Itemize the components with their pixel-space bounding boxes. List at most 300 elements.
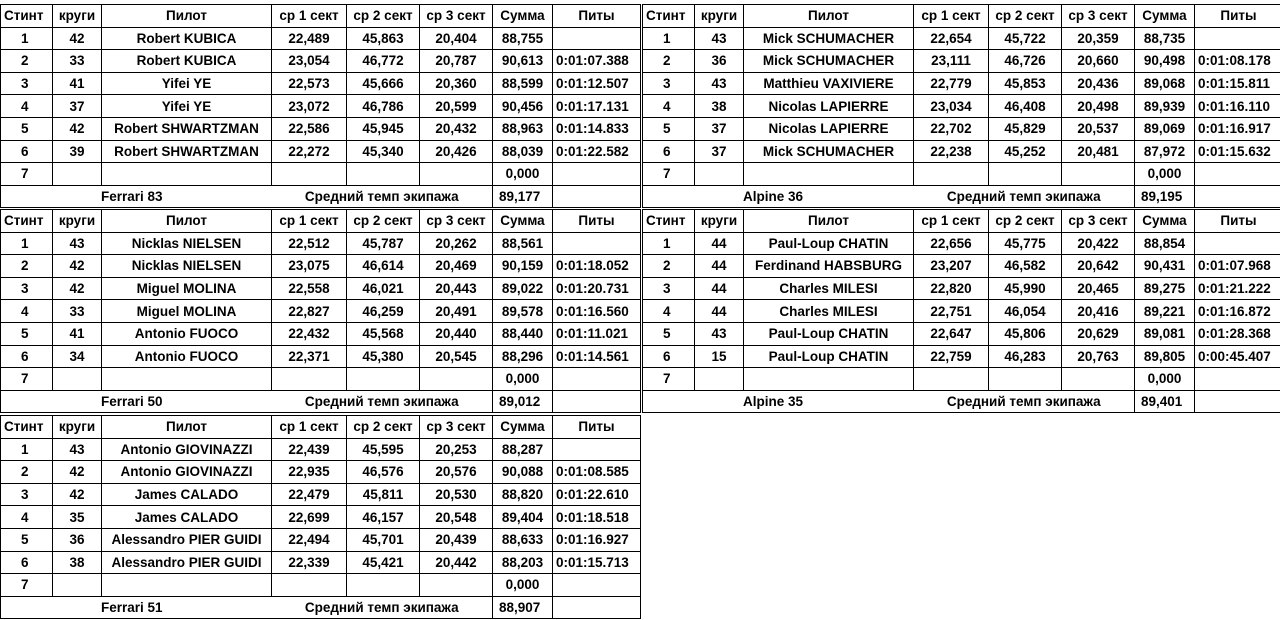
table-row (1, 72, 641, 95)
laps-cell: 38 (53, 551, 102, 574)
header-laps: круги (53, 210, 102, 233)
avg-pace-value: 89,012 (493, 390, 553, 413)
sector3-cell: 20,253 (420, 438, 493, 461)
driver-cell: Yifei YE (102, 72, 272, 95)
team-name: Ferrari 51 (1, 596, 272, 619)
team-name: Alpine 35 (643, 390, 914, 413)
sector1-cell (272, 163, 347, 186)
pit-cell: 0:01:16.110 (1195, 95, 1280, 118)
total-cell: 0,000 (1135, 368, 1195, 391)
total-cell: 90,498 (1135, 50, 1195, 73)
laps-cell: 43 (695, 322, 744, 345)
sector1-cell: 22,935 (272, 461, 347, 484)
table-row (1, 551, 641, 574)
stint-table (0, 209, 641, 413)
header-sector3: ср 3 сект (420, 5, 493, 28)
header-pits: Питы (1195, 210, 1280, 233)
sector1-cell: 22,489 (272, 27, 347, 50)
sector3-cell: 20,443 (420, 277, 493, 300)
sector1-cell: 22,558 (272, 277, 347, 300)
pit-cell: 0:01:16.872 (1195, 300, 1280, 323)
driver-cell: Mick SCHUMACHER (744, 140, 914, 163)
pit-cell (553, 163, 641, 186)
header-stint: Стинт (1, 416, 53, 439)
laps-cell: 43 (695, 27, 744, 50)
sector2-cell: 45,666 (347, 72, 420, 95)
summary-empty-cell (553, 390, 641, 413)
sector1-cell (272, 574, 347, 597)
header-sector3: ср 3 сект (1062, 5, 1135, 28)
header-driver: Пилот (744, 210, 914, 233)
header-pits: Питы (1195, 5, 1280, 28)
driver-cell: Alessandro PIER GUIDI (102, 528, 272, 551)
sector1-cell: 23,034 (914, 95, 989, 118)
pit-cell: 0:01:14.833 (553, 117, 641, 140)
stint-cell: 2 (643, 255, 695, 278)
stint-table (0, 415, 641, 619)
sector1-cell: 22,339 (272, 551, 347, 574)
stint-table (0, 4, 641, 208)
table-row (1, 368, 641, 391)
driver-cell (744, 368, 914, 391)
team-stint-table (0, 4, 640, 209)
stint-cell: 1 (1, 232, 53, 255)
table-row (1, 140, 641, 163)
sector2-cell: 46,283 (989, 345, 1062, 368)
total-cell: 0,000 (493, 163, 553, 186)
stint-cell: 7 (643, 163, 695, 186)
pit-cell (553, 368, 641, 391)
stint-cell: 7 (1, 163, 53, 186)
laps-cell: 36 (695, 50, 744, 73)
table-row (1, 461, 641, 484)
driver-cell: Ferdinand HABSBURG (744, 255, 914, 278)
total-cell: 90,613 (493, 50, 553, 73)
sector3-cell: 20,436 (1062, 72, 1135, 95)
avg-pace-label: Средний темп экипажа (272, 596, 493, 619)
table-row (1, 483, 641, 506)
driver-cell: Robert SHWARTZMAN (102, 140, 272, 163)
header-laps: круги (695, 210, 744, 233)
driver-cell: Nicolas LAPIERRE (744, 95, 914, 118)
sector3-cell: 20,642 (1062, 255, 1135, 278)
pit-cell: 0:01:07.968 (1195, 255, 1280, 278)
sector2-cell: 45,722 (989, 27, 1062, 50)
table-row (643, 50, 1280, 73)
sector2-cell: 45,787 (347, 232, 420, 255)
sector1-cell: 22,573 (272, 72, 347, 95)
stint-cell: 5 (643, 117, 695, 140)
driver-cell: James CALADO (102, 483, 272, 506)
pit-cell: 0:01:08.178 (1195, 50, 1280, 73)
driver-cell: Nicklas NIELSEN (102, 232, 272, 255)
header-sector3: ср 3 сект (420, 210, 493, 233)
table-row (1, 300, 641, 323)
pit-cell: 0:01:28.368 (1195, 322, 1280, 345)
total-cell: 88,287 (493, 438, 553, 461)
driver-cell: Charles MILESI (744, 277, 914, 300)
driver-cell: James CALADO (102, 506, 272, 529)
total-cell: 88,963 (493, 117, 553, 140)
sector1-cell: 22,702 (914, 117, 989, 140)
total-cell: 90,159 (493, 255, 553, 278)
laps-cell: 42 (53, 277, 102, 300)
sector3-cell: 20,763 (1062, 345, 1135, 368)
table-row (1, 50, 641, 73)
sector1-cell: 22,512 (272, 232, 347, 255)
table-row (643, 140, 1280, 163)
stint-cell: 2 (643, 50, 695, 73)
driver-cell: Mick SCHUMACHER (744, 27, 914, 50)
laps-cell: 34 (53, 345, 102, 368)
total-cell: 88,440 (493, 322, 553, 345)
sector2-cell (347, 368, 420, 391)
total-cell: 90,088 (493, 461, 553, 484)
stint-cell: 6 (643, 345, 695, 368)
sector3-cell: 20,537 (1062, 117, 1135, 140)
header-sector2: ср 2 сект (347, 210, 420, 233)
sector2-cell: 46,576 (347, 461, 420, 484)
total-cell: 89,081 (1135, 322, 1195, 345)
header-row (1, 5, 641, 28)
header-pits: Питы (553, 5, 641, 28)
laps-cell: 37 (53, 95, 102, 118)
header-total: Сумма (493, 210, 553, 233)
sector3-cell: 20,548 (420, 506, 493, 529)
pit-cell: 0:01:18.518 (553, 506, 641, 529)
avg-pace-label: Средний темп экипажа (914, 390, 1135, 413)
driver-cell: Yifei YE (102, 95, 272, 118)
driver-cell: Antonio FUOCO (102, 322, 272, 345)
driver-cell (102, 163, 272, 186)
total-cell: 90,456 (493, 95, 553, 118)
laps-cell: 42 (53, 27, 102, 50)
pit-cell (553, 574, 641, 597)
table-row (1, 232, 641, 255)
table-row (643, 232, 1280, 255)
header-total: Сумма (1135, 5, 1195, 28)
stint-cell: 5 (643, 322, 695, 345)
avg-pace-label: Средний темп экипажа (272, 390, 493, 413)
pit-cell (553, 232, 641, 255)
sector2-cell: 45,421 (347, 551, 420, 574)
sector3-cell: 20,440 (420, 322, 493, 345)
team-summary-row (1, 596, 641, 619)
laps-cell: 42 (53, 483, 102, 506)
pit-cell: 0:01:15.713 (553, 551, 641, 574)
stint-cell: 7 (643, 368, 695, 391)
team-summary-row (1, 390, 641, 413)
sector1-cell (914, 163, 989, 186)
sector3-cell: 20,442 (420, 551, 493, 574)
table-row (643, 368, 1280, 391)
laps-cell: 43 (53, 232, 102, 255)
laps-cell (53, 368, 102, 391)
total-cell: 88,203 (493, 551, 553, 574)
pit-cell (1195, 163, 1280, 186)
total-cell: 89,404 (493, 506, 553, 529)
laps-cell: 33 (53, 300, 102, 323)
pit-cell: 0:01:12.507 (553, 72, 641, 95)
total-cell: 0,000 (493, 574, 553, 597)
sector2-cell: 45,595 (347, 438, 420, 461)
sector1-cell: 22,699 (272, 506, 347, 529)
total-cell: 89,068 (1135, 72, 1195, 95)
sector1-cell: 22,820 (914, 277, 989, 300)
sector3-cell: 20,359 (1062, 27, 1135, 50)
header-total: Сумма (1135, 210, 1195, 233)
table-row (1, 277, 641, 300)
sector2-cell: 46,582 (989, 255, 1062, 278)
sector1-cell: 23,111 (914, 50, 989, 73)
total-cell: 88,599 (493, 72, 553, 95)
sector1-cell: 22,494 (272, 528, 347, 551)
pit-cell: 0:01:07.388 (553, 50, 641, 73)
laps-cell: 44 (695, 232, 744, 255)
laps-cell (53, 163, 102, 186)
header-row (1, 210, 641, 233)
stint-cell: 1 (643, 232, 695, 255)
driver-cell: Robert SHWARTZMAN (102, 117, 272, 140)
sector3-cell: 20,439 (420, 528, 493, 551)
header-sector2: ср 2 сект (989, 210, 1062, 233)
team-stint-table (0, 415, 640, 620)
sector2-cell: 46,726 (989, 50, 1062, 73)
sector1-cell: 22,779 (914, 72, 989, 95)
driver-cell: Paul-Loup CHATIN (744, 322, 914, 345)
sector1-cell: 22,439 (272, 438, 347, 461)
sector1-cell: 22,647 (914, 322, 989, 345)
pit-cell: 0:01:15.632 (1195, 140, 1280, 163)
team-summary-row (643, 185, 1280, 208)
header-stint: Стинт (643, 5, 695, 28)
stint-cell: 2 (1, 461, 53, 484)
pit-cell: 0:01:08.585 (553, 461, 641, 484)
pit-cell: 0:01:21.222 (1195, 277, 1280, 300)
laps-cell: 42 (53, 461, 102, 484)
header-sector1: ср 1 сект (272, 210, 347, 233)
table-row (1, 322, 641, 345)
sector3-cell: 20,465 (1062, 277, 1135, 300)
driver-cell: Paul-Loup CHATIN (744, 345, 914, 368)
driver-cell: Robert KUBICA (102, 50, 272, 73)
summary-empty-cell (1195, 390, 1280, 413)
total-cell: 90,431 (1135, 255, 1195, 278)
header-stint: Стинт (1, 210, 53, 233)
laps-cell: 38 (695, 95, 744, 118)
sector3-cell: 20,481 (1062, 140, 1135, 163)
laps-cell: 33 (53, 50, 102, 73)
avg-pace-label: Средний темп экипажа (914, 185, 1135, 208)
sector1-cell: 22,371 (272, 345, 347, 368)
header-sector1: ср 1 сект (914, 210, 989, 233)
stint-cell: 2 (1, 50, 53, 73)
sector3-cell: 20,629 (1062, 322, 1135, 345)
table-row (643, 322, 1280, 345)
sector2-cell: 46,786 (347, 95, 420, 118)
total-cell: 89,275 (1135, 277, 1195, 300)
total-cell: 88,755 (493, 27, 553, 50)
avg-pace-label: Средний темп экипажа (272, 185, 493, 208)
total-cell: 88,735 (1135, 27, 1195, 50)
summary-empty-cell (553, 185, 641, 208)
summary-empty-cell (1195, 185, 1280, 208)
team-stint-table (642, 4, 1280, 209)
team-name: Ferrari 50 (1, 390, 272, 413)
avg-pace-value: 88,907 (493, 596, 553, 619)
header-row (1, 416, 641, 439)
table-row (1, 506, 641, 529)
stint-cell: 6 (643, 140, 695, 163)
laps-cell: 44 (695, 277, 744, 300)
sector1-cell: 23,072 (272, 95, 347, 118)
sector3-cell: 20,491 (420, 300, 493, 323)
pit-cell: 0:01:16.927 (553, 528, 641, 551)
header-sector3: ср 3 сект (1062, 210, 1135, 233)
driver-cell: Miguel MOLINA (102, 277, 272, 300)
driver-cell (744, 163, 914, 186)
sector3-cell (420, 574, 493, 597)
team-name: Ferrari 83 (1, 185, 272, 208)
table-row (1, 438, 641, 461)
laps-cell: 39 (53, 140, 102, 163)
team-summary-row (1, 185, 641, 208)
header-laps: круги (695, 5, 744, 28)
sector2-cell: 45,829 (989, 117, 1062, 140)
sector2-cell: 45,252 (989, 140, 1062, 163)
header-total: Сумма (493, 5, 553, 28)
team-stint-table (642, 209, 1280, 414)
sector1-cell (914, 368, 989, 391)
stint-cell: 5 (1, 528, 53, 551)
stint-table (642, 209, 1280, 413)
sector1-cell (272, 368, 347, 391)
sector1-cell: 22,656 (914, 232, 989, 255)
table-row (643, 300, 1280, 323)
sector2-cell: 45,990 (989, 277, 1062, 300)
laps-cell: 43 (695, 72, 744, 95)
total-cell: 0,000 (493, 368, 553, 391)
laps-cell: 44 (695, 255, 744, 278)
team-name: Alpine 36 (643, 185, 914, 208)
avg-pace-value: 89,195 (1135, 185, 1195, 208)
sector3-cell (420, 163, 493, 186)
pit-cell: 0:01:16.917 (1195, 117, 1280, 140)
sector2-cell: 46,157 (347, 506, 420, 529)
sector2-cell: 45,863 (347, 27, 420, 50)
summary-empty-cell (553, 596, 641, 619)
total-cell: 89,069 (1135, 117, 1195, 140)
header-stint: Стинт (643, 210, 695, 233)
pit-cell: 0:01:22.582 (553, 140, 641, 163)
sector2-cell: 45,568 (347, 322, 420, 345)
total-cell: 0,000 (1135, 163, 1195, 186)
sector2-cell: 45,775 (989, 232, 1062, 255)
total-cell: 88,820 (493, 483, 553, 506)
sector1-cell: 23,207 (914, 255, 989, 278)
pit-cell: 0:01:17.131 (553, 95, 641, 118)
laps-cell: 15 (695, 345, 744, 368)
header-driver: Пилот (102, 5, 272, 28)
sector3-cell (1062, 368, 1135, 391)
table-row (643, 72, 1280, 95)
sector3-cell: 20,404 (420, 27, 493, 50)
stint-cell: 4 (643, 300, 695, 323)
avg-pace-value: 89,177 (493, 185, 553, 208)
table-row (1, 345, 641, 368)
sector2-cell (347, 574, 420, 597)
driver-cell: Charles MILESI (744, 300, 914, 323)
header-driver: Пилот (102, 210, 272, 233)
sector3-cell: 20,787 (420, 50, 493, 73)
sector3-cell: 20,416 (1062, 300, 1135, 323)
pit-cell: 0:01:11.021 (553, 322, 641, 345)
table-row (1, 95, 641, 118)
table-row (643, 255, 1280, 278)
stint-cell: 3 (1, 483, 53, 506)
sector1-cell: 22,759 (914, 345, 989, 368)
driver-cell: Antonio GIOVINAZZI (102, 438, 272, 461)
sector1-cell: 22,586 (272, 117, 347, 140)
team-stint-table (0, 209, 640, 414)
sector2-cell: 45,340 (347, 140, 420, 163)
table-row (643, 345, 1280, 368)
total-cell: 89,221 (1135, 300, 1195, 323)
stint-cell: 6 (1, 345, 53, 368)
total-cell: 88,854 (1135, 232, 1195, 255)
table-row (1, 255, 641, 278)
driver-cell: Nicklas NIELSEN (102, 255, 272, 278)
table-row (1, 528, 641, 551)
total-cell: 89,939 (1135, 95, 1195, 118)
stint-cell: 3 (1, 277, 53, 300)
header-sector3: ср 3 сект (420, 416, 493, 439)
sector3-cell: 20,545 (420, 345, 493, 368)
header-stint: Стинт (1, 5, 53, 28)
total-cell: 88,039 (493, 140, 553, 163)
sector1-cell: 23,075 (272, 255, 347, 278)
sector2-cell: 46,259 (347, 300, 420, 323)
laps-cell: 35 (53, 506, 102, 529)
sector2-cell: 46,408 (989, 95, 1062, 118)
stint-cell: 1 (1, 27, 53, 50)
sector2-cell: 46,772 (347, 50, 420, 73)
pit-cell: 0:01:14.561 (553, 345, 641, 368)
sector1-cell: 22,827 (272, 300, 347, 323)
header-total: Сумма (493, 416, 553, 439)
sector2-cell (347, 163, 420, 186)
table-row (1, 163, 641, 186)
pit-cell: 0:01:20.731 (553, 277, 641, 300)
table-row (1, 574, 641, 597)
sector2-cell: 46,614 (347, 255, 420, 278)
table-row (1, 117, 641, 140)
total-cell: 88,561 (493, 232, 553, 255)
header-row (643, 5, 1280, 28)
laps-cell: 44 (695, 300, 744, 323)
stint-cell: 3 (643, 72, 695, 95)
driver-cell: Paul-Loup CHATIN (744, 232, 914, 255)
header-pits: Питы (553, 416, 641, 439)
total-cell: 89,805 (1135, 345, 1195, 368)
laps-cell: 37 (695, 140, 744, 163)
laps-cell: 36 (53, 528, 102, 551)
header-row (643, 210, 1280, 233)
driver-cell: Miguel MOLINA (102, 300, 272, 323)
sector2-cell: 45,811 (347, 483, 420, 506)
driver-cell: Robert KUBICA (102, 27, 272, 50)
stint-cell: 5 (1, 322, 53, 345)
